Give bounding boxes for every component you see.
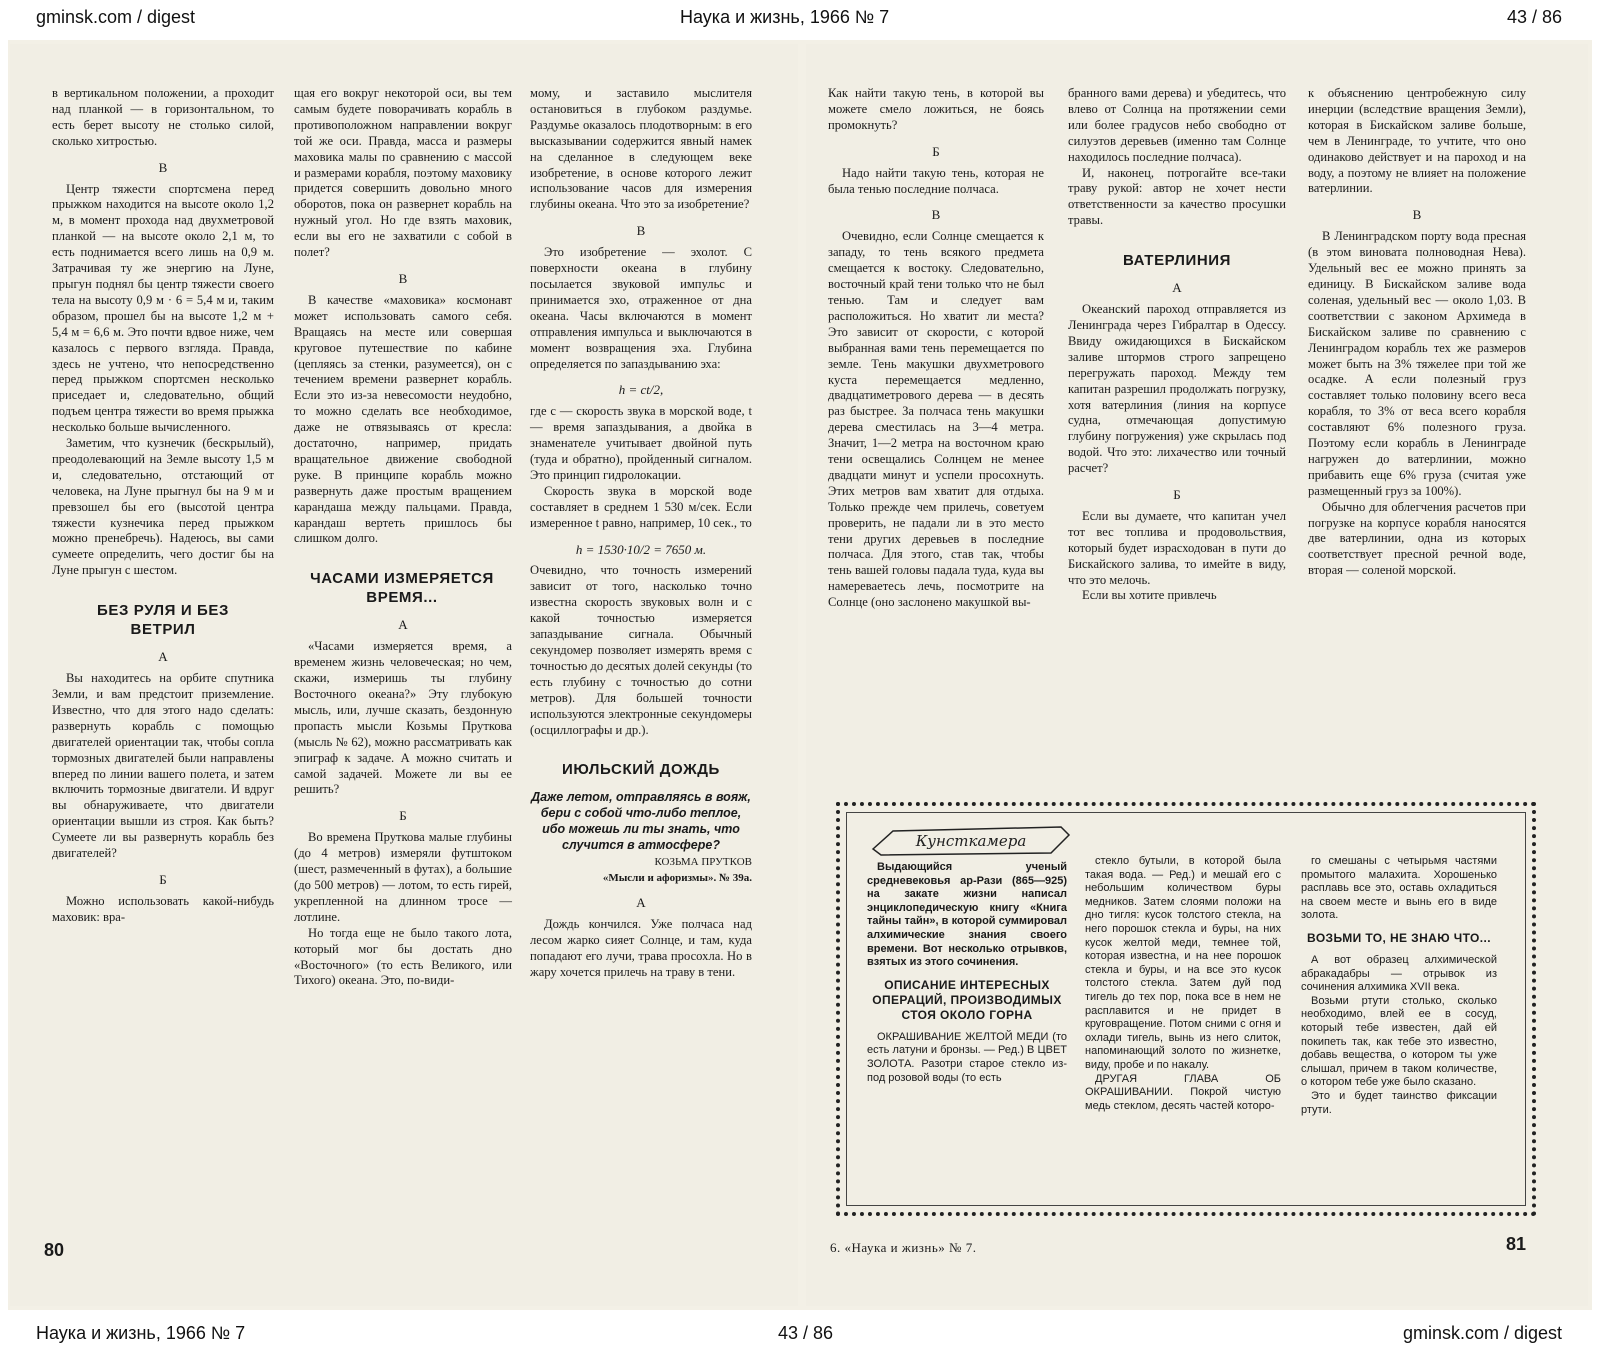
document-title: Наука и жизнь, 1966 № 7 bbox=[680, 7, 890, 27]
paragraph: где c — скорость звука в морской воде, t — время запаздывания, а двойка в знаменателе учитывает двойной путь (туда и обратно), пройденный сигналом. Это принцип гидролокации. bbox=[530, 404, 752, 482]
paragraph: Океанский пароход отправляется из Ленинграда через Гибралтар в Одессу. Ввиду ожидающихся в Бискайском заливе штормов строго запрещено перегружать пароход. Между тем капитан разрешил продолжать погрузку, хотя ватерлиния (линия на корпусе судна, отмечающая допустимую глубину погружения) уже скрылась под водой. Что это: лихачество или точный расчет? bbox=[1068, 302, 1286, 476]
box-column-1 bbox=[867, 861, 1067, 1085]
paragraph: бранного вами дерева) и убедитесь, что влево от Солнца на протяжении семи или более градусов небо свободно от силуэтов деревьев (именно там Солнце находилось последние полчаса). bbox=[1068, 86, 1286, 164]
left-column-1 bbox=[52, 86, 274, 926]
site-label: gminsk.com / digest bbox=[36, 7, 196, 27]
paragraph: Но тогда еще не было такого лота, который мог бы достать дно «Восточного» (то есть Великого, или Тихого) океана. Это, по-види- bbox=[294, 925, 512, 988]
site-label: gminsk.com / digest bbox=[1402, 1323, 1562, 1343]
paragraph: Обычно для облегчения расчетов при погрузке на корпусе корабля наносятся две ватерлинии, одна из которых соответствует пресной речной воде, вторая — соленой морской. bbox=[1308, 499, 1526, 578]
paragraph: Это изобретение — эхолот. С поверхности океана в глубину посылается звуковой импульс и принимается эхо, отраженное от дна океана. Часы включаются в момент отправления импульса и выключаются в момент возвращения эха. Глубина определяется по запаздыванию эха: bbox=[530, 245, 752, 371]
section-letter: Б bbox=[399, 808, 407, 824]
paragraph: А вот образец алхимической абракадабры — отрывок из сочинения алхимика XVII века. bbox=[1301, 953, 1497, 994]
box-column-2 bbox=[1085, 855, 1281, 1113]
section-letter: В bbox=[636, 223, 646, 239]
section-heading: ИЮЛЬСКИЙ ДОЖДЬ bbox=[562, 761, 720, 779]
viewer-header bbox=[0, 0, 1600, 34]
right-column-1 bbox=[828, 86, 1044, 611]
paragraph: Центр тяжести спортсмена перед прыжком находится на высоте около 1,2 м, в момент прохода над двухметровой планкой — на высоте около 2,1 м, то есть поднимается всего лишь на 0,9 м. Затрачивая ту же энергию на Луне, прыгун поднял бы центр тяжести своего тела на высоту 0,9 м · 6 = 5,4 м и, таким образом, прошел бы на высоте 1,2 м + 5,4 м = 6,6 м. Это почти вдвое ниже, чем казалось с первого взгляда. Правда, здесь не учтено, что непосредственно перед прыжком спортсмен несколько приседает и, следовательно, общий подъем центра тяжести во время прыжка несколько больше вычисленного. bbox=[52, 181, 274, 435]
section-letter: А bbox=[636, 895, 646, 911]
document-title: Наука и жизнь, 1966 № 7 bbox=[36, 1323, 246, 1343]
formula: h = 1530·10/2 = 7650 м. bbox=[575, 541, 707, 557]
paragraph: «Часами измеряется время, а временем жизнь человеческая; но чем, скажи, измеришь ты глубину Восточного океана?» Эту глубокую мысль, или, лучше сказать, бездонную пропасть мысли Козьмы Пруткова (мысль № 62), можно рассматривать как эпиграф к задаче. А можно считать и самой задачей. Можете ли вы ее решить? bbox=[294, 639, 512, 797]
banner-label: Кунсткамера bbox=[915, 832, 1027, 850]
page-counter: 43 / 86 bbox=[778, 1323, 834, 1343]
viewer-footer bbox=[0, 1316, 1600, 1350]
paragraph: щая его вокруг некоторой оси, вы тем самым будете поворачивать корабль в противоположном направлении вокруг той же оси. Правда, масса и размеры маховика малы по сравнению с массой и размерами корабля, поэтому маховику придется совершить довольно много оборотов, пока он развернет корабль на нужный угол. Но где взять маховик, если вы его не захватили с собой в полет? bbox=[294, 86, 512, 260]
section-letter: Б bbox=[1173, 487, 1181, 503]
box-frame bbox=[846, 812, 1526, 1206]
paragraph: В качестве «маховика» космонавт может использовать самого себя. Вращаясь на месте или совершая круговое путешествие по кабине (цепляясь за стенки, разумеется), он с течением времени развернет корабль. Если это из-за невесомости неудобно, то можно сделать все необходимое, даже не отвязываясь от кресла: достаточно, например, придать вращательное движение свободной руке. В принципе корабль можно развернуть даже простым вращением карандаша между пальцами. Правда, карандаш вертеть пришлось бы слишком долго. bbox=[294, 292, 512, 546]
paragraph: в вертикальном положении, а проходит над планкой — в горизонтальном, то есть берет высоту не столько силой, сколько хитростью. bbox=[52, 86, 274, 148]
paragraph: стекло бутыли, в которой была такая вода. — Ред.) и мешай его с небольшим количеством буры медников. Затем слоями положи на дно тигля: кусок толстого стекла, на него порошок стекла и буры, на них кусок желтой меди, темнее той, которая известна, и на нее порошок стекла и буры, и на все это кусок толстого стекла. Затем дуй под тигель до тех пор, пока все в нем не расплавится и не придет в круговращение. Потом сними с огня и охлади тигель, вынь из него слиток, напоминающий золото по жизнетке, виду, пробе и по накалу. bbox=[1085, 855, 1281, 1071]
paragraph: Можно использовать какой-нибудь маховик: вра- bbox=[52, 893, 274, 924]
section-letter: В bbox=[931, 207, 941, 223]
paragraph: к объяснению центробежную силу инерции (вследствие вращения Земли), которая в Бискайском заливе больше, чем в Ленинграде, то учтите, что оно одинаково действует и на пароход и на воду, а поэтому не влияет на положение ватерлинии. bbox=[1308, 86, 1526, 196]
kunstkamera-banner bbox=[871, 823, 1071, 859]
section-letter: А bbox=[398, 617, 408, 633]
paragraph: Это и будет таинство фиксации ртути. bbox=[1301, 1089, 1497, 1116]
paragraph: Во времена Пруткова малые глубины (до 4 метров) измеряли футштоком (шест, размеченный в футах), а большие (до 500 метров) — лотом, то есть гирей, укрепленной на длинном тросе — лотлине. bbox=[294, 830, 512, 924]
section-letter: Б bbox=[159, 871, 167, 887]
left-column-3 bbox=[530, 86, 752, 981]
paragraph: Скорость звука в морской воде составляет в среднем 1 530 м/сек. Если измеренное t равно, например, 10 сек., то bbox=[530, 483, 752, 530]
epigraph-author: КОЗЬМА ПРУТКОВ bbox=[654, 856, 752, 869]
section-letter: В bbox=[398, 270, 408, 286]
box-heading: ВОЗЬМИ ТО, НЕ ЗНАЮ ЧТО... bbox=[1307, 930, 1491, 945]
page-number: 81 bbox=[1506, 1234, 1527, 1254]
left-column-2 bbox=[294, 86, 512, 989]
section-letter: А bbox=[158, 649, 168, 665]
right-column-2 bbox=[1068, 86, 1286, 604]
box-column-3 bbox=[1301, 855, 1497, 1117]
paragraph: ДРУГАЯ ГЛАВА ОБ ОКРАШИВАНИИ. Покрой чистую медь стеклом, десять частей которо- bbox=[1085, 1072, 1281, 1112]
section-heading: БЕЗ РУЛЯ И БЕЗ ВЕТРИЛ bbox=[97, 602, 229, 639]
paragraph: И, наконец, потрогайте все-таки траву рукой: автор не хочет нести ответственности за качество просушки травы. bbox=[1068, 165, 1286, 228]
page-right bbox=[806, 44, 1588, 1306]
paragraph: Надо найти такую тень, которая не была тенью последние полчаса. bbox=[828, 165, 1044, 196]
kunstkamera-box bbox=[836, 802, 1536, 1216]
page-number: 80 bbox=[44, 1240, 65, 1260]
paragraph: мому, и заставило мыслителя остановиться в глубоком раздумье. Раздумье оказалось плодотворным: в его высказывании содержится явный намек на сделанное в следующем веке изобретение, в основе которого лежит использование часов для измерения глубины океана. Что это за изобретение? bbox=[530, 86, 752, 212]
epigraph-source: «Мысли и афоризмы». № 39а. bbox=[602, 872, 752, 885]
footnote: 6. «Наука и жизнь» № 7. bbox=[830, 1240, 977, 1255]
box-heading: ОПИСАНИЕ ИНТЕРЕСНЫХ ОПЕРАЦИЙ, ПРОИЗВОДИМЫХ СТОЯ ОКОЛО ГОРНА bbox=[872, 977, 1062, 1022]
section-heading: ВАТЕРЛИНИЯ bbox=[1122, 252, 1232, 270]
paragraph: ОКРАШИВАНИЕ ЖЕЛТОЙ МЕДИ (то есть латуни и бронзы. — Ред.) В ЦВЕТ ЗОЛОТА. Разотри старое стекло из-под розовой воды (то есть bbox=[867, 1030, 1067, 1084]
paragraph: Вы находитесь на орбите спутника Земли, и вам предстоит приземление. Известно, что для этого надо сделать: развернуть корабль с помощью двигателей ориентации так, чтобы сопла тормозных двигателей были направлены вперед по линии вашего полета, и затем включить тормозные двигатели. И вдруг вы обнаруживаете, что двигатели ориентации вышли из строя. Как быть? Сумеете ли вы развернуть корабль без двигателей? bbox=[52, 671, 274, 861]
page-counter: 43 / 86 bbox=[1506, 7, 1562, 27]
formula: h = ct/2, bbox=[618, 382, 664, 398]
section-letter: В bbox=[158, 159, 168, 175]
right-column-3 bbox=[1308, 86, 1526, 579]
paragraph: Как найти такую тень, в которой вы можете смело ложиться, не боясь промокнуть? bbox=[828, 86, 1044, 132]
paragraph: Очевидно, если Солнце смещается к западу, то тень всякого предмета смещается к востоку. Следовательно, восточный край тени только что не был тенью. Там и следует вам расположиться. Но хватит ли места? Это зависит от скорости, с которой выбранная вами тень перемещается по земле. Тень макушки двухметрового куста перемещается медленно, двадцатиметрового дерева — в десять раз быстрее. За полчаса тень макушки дерева сместилась на 3—4 метра. Значит, 1—2 метра на восточном краю тени освещались Солнцем не менее двадцати минут и успели просохнуть. Этих метров вам хватит для отдыха. Только прежде чем прилечь, советуем проверить, не падали ли в это место тени других деревьев в последние полчаса. Для этого, став так, чтобы тень вашей головы падала туда, куда вы намереваетесь лечь, посмотрите на Солнце (оно заслонено макушкой вы- bbox=[828, 229, 1044, 610]
section-letter: Б bbox=[932, 143, 940, 159]
paragraph: Заметим, что кузнечик (бескрылый), преодолевающий на Земле высоту 1,5 м и, следовательно, отстающий от человека, на Луне прыгнул бы на 9 м и превзошел бы его (высотой центра тяжести кузнечика перед прыжком можно пренебречь). Надеюсь, вы сами сумеете определить, чего достиг бы на Луне прыгун с шестом. bbox=[52, 436, 274, 578]
paragraph: Если вы хотите привлечь bbox=[1082, 588, 1217, 603]
section-heading: ЧАСАМИ ИЗМЕРЯЕТСЯ ВРЕМЯ... bbox=[310, 570, 494, 607]
page-left bbox=[10, 44, 798, 1306]
epigraph: Даже летом, отправляясь в вояж, бери с собой что-либо теплое, ибо можешь ли ты знать, что случится в атмосфере? bbox=[531, 790, 751, 853]
paragraph: Очевидно, что точность измерений зависит от того, насколько точно известна скорость звуковых волн и с какой точностью измеряется запаздывание сигнала. Обычный секундомер позволяет измерять время с точностью до десятых долей секунды (то есть глубину с точностью до сотни метров). Для большей точности используются электронные секундомеры (осциллографы и др.). bbox=[530, 563, 752, 737]
paragraph: В Ленинградском порту вода пресная (в этом виновата полноводная Нева). Удельный вес ее можно принять за единицу. В Бискайском заливе вода соленая, удельный вес — около 1,03. В соответствии с законом Архимеда в Бискайском заливе по сравнению с Ленинградом корабль тех же размеров может быть на 3% тяжелее при той же осадке. А если полезный груз составляет только половину всего веса корабля, то 3% от веса всего корабля составляют 6% полезного груза. Поэтому если корабль в Ленинграде нагружен до ватерлинии, можно прибавить еще 6% груза (считая уже размещенный груз за 100%). bbox=[1308, 229, 1526, 498]
section-letter: В bbox=[1412, 207, 1422, 223]
section-letter: А bbox=[1172, 280, 1182, 296]
paragraph: Возьми ртути столько, сколько необходимо, влей ее в сосуд, который тебе известен, дай ей покипеть так, как тебе это известно, добавь вещества, о котором ты уже слышал, причем в таком количестве, о котором тебе уже было сказано. bbox=[1301, 994, 1497, 1089]
paragraph: Дождь кончился. Уже полчаса над лесом жарко сияет Солнце, и там, куда попадают его лучи, трава просохла. Но в жару хочется прилечь на траву в тени. bbox=[530, 917, 752, 980]
paragraph: го смешаны с четырьмя частями промытого малахита. Хорошенько расплавь все это, оставь охладиться на своем месте и вынь его в виде золота. bbox=[1301, 855, 1497, 922]
paragraph: Выдающийся ученый средневековья ар-Рази (865—925) на закате жизни написал энциклопедическую книгу «Книга тайны тайн», в которой суммировал алхимические знания своего времени. Вот несколько отрывков, взятых из этого сочинения. bbox=[867, 861, 1067, 969]
paragraph: Если вы думаете, что капитан учел тот вес топлива и продовольствия, который будет израсходован в пути до Бискайского залива, то имейте в виду, что это мелочь. bbox=[1068, 508, 1286, 587]
